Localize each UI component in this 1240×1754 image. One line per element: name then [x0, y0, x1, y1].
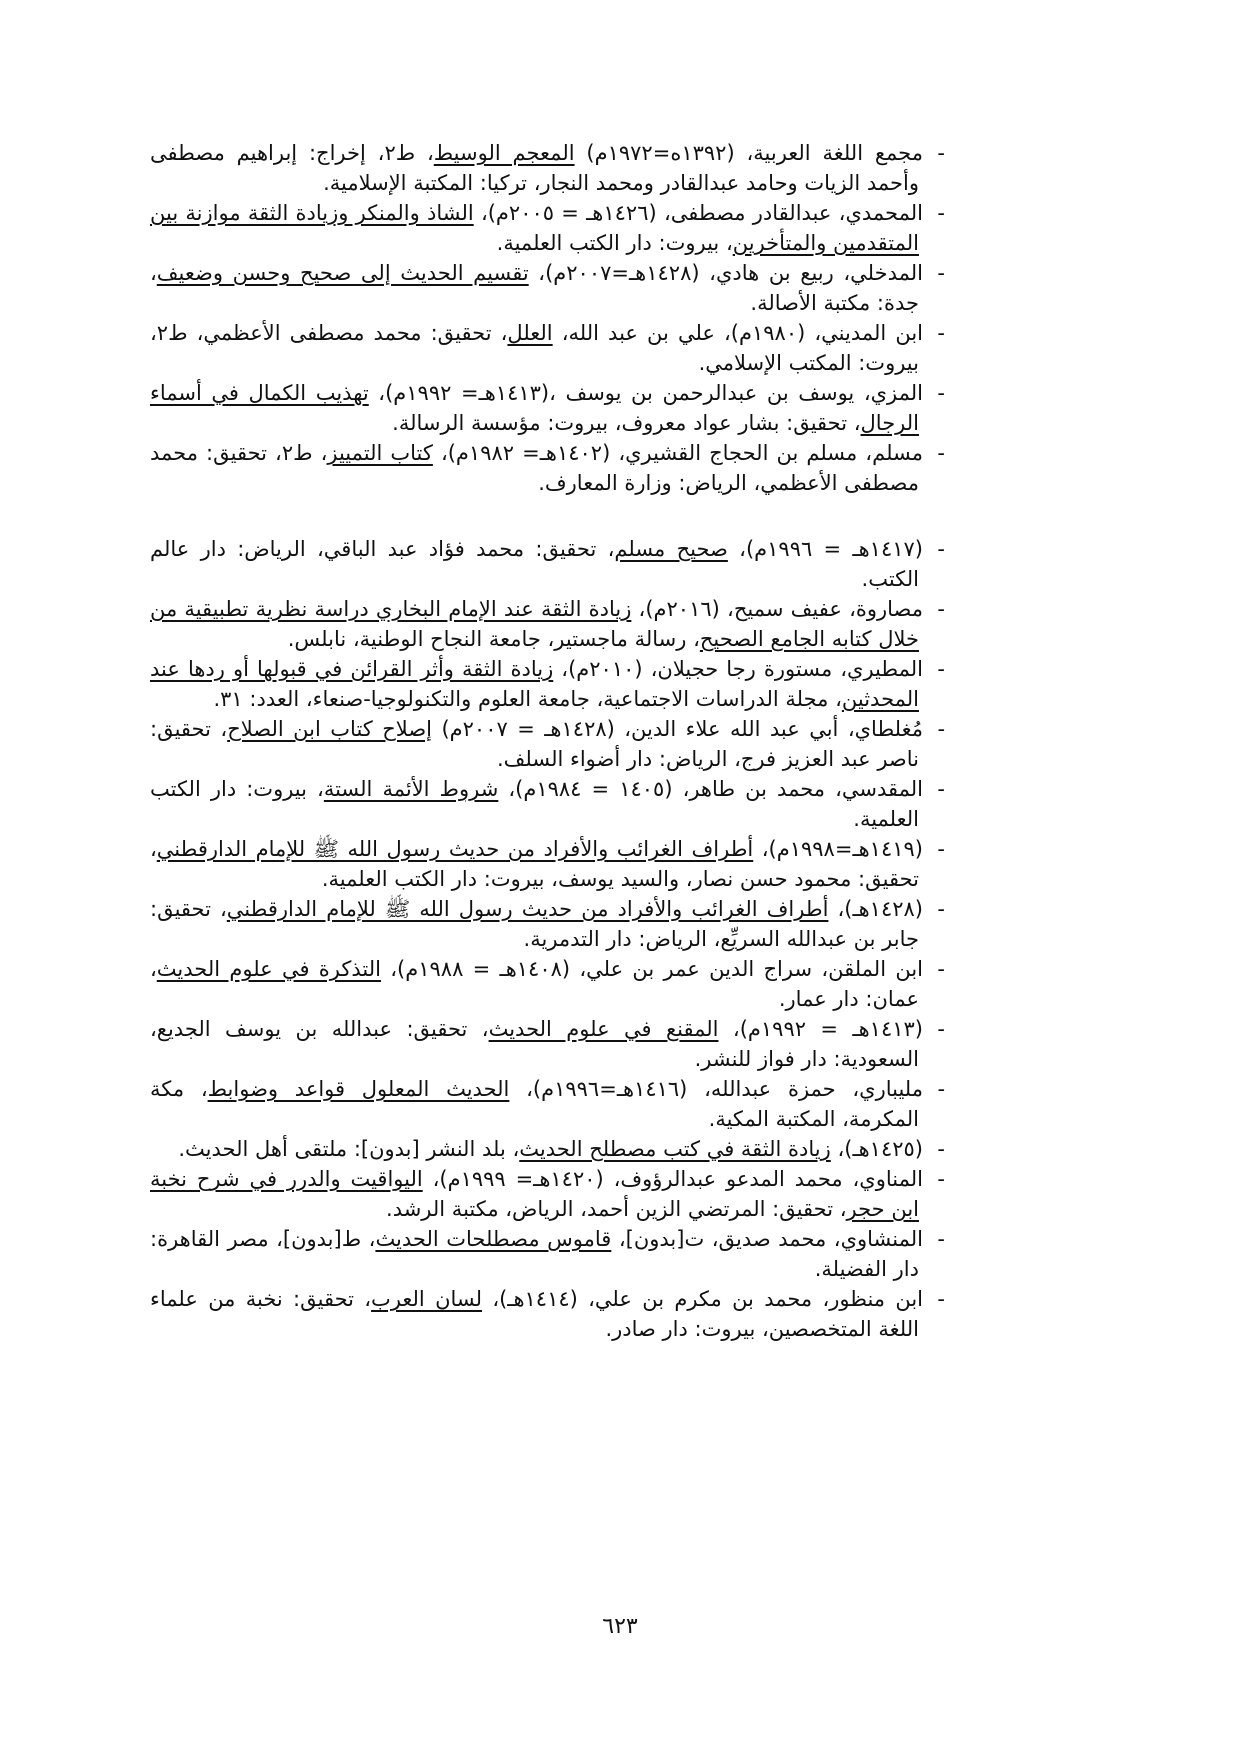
reference-publication-info: ، تحقيق: محمد مصطفى الأعظمي، ط٢، بيروت: المكتب الإسلامي. [150, 321, 919, 375]
reference-publication-info: ، مكة المكرمة، المكتبة المكية. [150, 1077, 919, 1131]
reference-publication-info: ، ط٢، تحقيق: محمد مصطفى الأعظمي، الرياض: وزارة المعارف. [150, 441, 919, 495]
list-bullet: - [937, 321, 945, 345]
reference-entry [150, 198, 945, 258]
reference-entry [150, 954, 945, 1014]
reference-entry [150, 138, 945, 198]
reference-publication-info: ، تحقيق: محمد فؤاد عبد الباقي، الرياض: دار عالم الكتب. [150, 537, 919, 591]
reference-author-date: (١٤١٣هـ = ١٩٩٢م)، [718, 1017, 923, 1041]
reference-author-date: (١٤١٧هـ = ١٩٩٦م)، [727, 537, 923, 561]
list-bullet: - [937, 201, 945, 225]
reference-entry [150, 774, 945, 834]
reference-publication-info: ، ط٢، إخراج: إبراهيم مصطفى وأحمد الزيات وحامد عبدالقادر ومحمد النجار، تركيا: المكتبة الإسلامية. [150, 141, 919, 195]
reference-title: زيادة الثقة عند الإمام البخاري دراسة نظرية تطبيقية من خلال كتابه الجامع الصحيح [150, 597, 919, 651]
reference-entry [150, 1074, 945, 1134]
reference-title: زيادة الثقة وأثر القرائن في قبولها أو ردها عند المحدثين [150, 657, 919, 711]
reference-entry [150, 1164, 945, 1224]
reference-author-date: ابن منظور، محمد بن مكرم بن علي، (١٤١٤هـ)، [482, 1287, 923, 1311]
reference-title: المقنع في علوم الحديث [488, 1017, 719, 1041]
reference-title: الشاذ والمنكر وزيادة الثقة موازنة بين المتقدمين والمتأخرين [150, 201, 919, 255]
reference-title: العلل [507, 321, 553, 345]
reference-entry [150, 1224, 945, 1284]
reference-publication-info: ، تحقيق: نخبة من علماء اللغة المتخصصين، بيروت: دار صادر. [150, 1287, 919, 1341]
reference-publication-info: ، رسالة ماجستير، جامعة النجاح الوطنية، نابلس. [287, 627, 700, 651]
reference-entry [150, 714, 945, 774]
reference-author-date: مُغلطاي، أبي عبد الله علاء الدين، (١٤٢٨هـ = ٢٠٠٧م) [432, 717, 924, 741]
reference-entry [150, 258, 945, 318]
reference-title: صحيح مسلم [614, 537, 728, 561]
reference-author-date: (١٤٢٥هـ)، [830, 1137, 923, 1161]
list-bullet: - [937, 261, 945, 285]
list-bullet: - [937, 657, 945, 681]
list-bullet: - [937, 837, 945, 861]
reference-entry [150, 654, 945, 714]
reference-title: كتاب التمييز [327, 441, 433, 465]
reference-publication-info: ، تحقيق: المرتضي الزين أحمد، الرياض، مكتبة الرشد. [386, 1197, 847, 1221]
reference-title: لسان العرب [371, 1287, 483, 1311]
reference-publication-info: ، تحقيق: بشار عواد معروف، بيروت: مؤسسة الرسالة. [392, 411, 861, 435]
reference-title: تهذيب الكمال في أسماء الرجال [150, 381, 919, 435]
reference-publication-info: ، بلد النشر [بدون]: ملتقى أهل الحديث. [178, 1137, 520, 1161]
reference-author-date: المزي، يوسف بن عبدالرحمن بن يوسف ،(١٤١٣هـ= ١٩٩٢م)، [368, 381, 923, 405]
reference-title: تقسيم الحديث إلى صحيح وحسن وضعيف [156, 261, 529, 285]
reference-author-date: المدخلي، ربيع بن هادي، (١٤٢٨هـ=٢٠٠٧م)، [528, 261, 923, 285]
reference-author-date: المحمدي، عبدالقادر مصطفى، (١٤٢٦هـ = ٢٠٠٥م)، [473, 201, 923, 225]
reference-publication-info: ، عمان: دار عمار. [150, 957, 919, 1011]
reference-entry [150, 1134, 945, 1164]
reference-publication-info: ، تحقيق: جابر بن عبدالله السريِّع، الرياض: دار التدمرية. [150, 897, 919, 951]
reference-entry [150, 378, 945, 438]
reference-entry [150, 594, 945, 654]
reference-author-date: ابن الملقن، سراج الدين عمر بن علي، (١٤٠٨هـ = ١٩٨٨م)، [380, 957, 923, 981]
reference-publication-info: ، تحقيق: عبدالله بن يوسف الجديع، السعودية: دار فواز للنشر. [150, 1017, 919, 1071]
reference-title: قاموس مصطلحات الحديث [375, 1227, 612, 1251]
section-gap [150, 498, 945, 534]
list-bullet: - [937, 1227, 945, 1251]
list-bullet: - [937, 717, 946, 741]
reference-entry [150, 318, 945, 378]
reference-title: أطراف الغرائب والأفراد من حديث رسول الله ﷺ للإمام الدارقطني [156, 837, 754, 861]
reference-title: أطراف الغرائب والأفراد من حديث رسول الله ﷺ للإمام الدارقطني [226, 897, 829, 921]
reference-author-date: المطيري، مستورة رجا حجيلان، (٢٠١٠م)، [553, 657, 923, 681]
reference-title: إصلاح كتاب ابن الصلاح [227, 717, 432, 741]
list-bullet: - [937, 141, 945, 165]
list-bullet: - [937, 897, 945, 921]
reference-title: الحديث المعلول قواعد وضوابط [207, 1077, 510, 1101]
reference-entry [150, 1284, 945, 1344]
reference-author-date: المناوي، محمد المدعو عبدالرؤوف، (١٤٢٠هـ= ١٩٩٩م)، [422, 1167, 923, 1191]
reference-author-date: (١٤٢٨هـ)، [828, 897, 923, 921]
reference-author-date: ابن المديني، (١٩٨٠م)، علي بن عبد الله، [552, 321, 923, 345]
reference-title: شروط الأئمة الستة [323, 777, 499, 801]
reference-entry [150, 534, 945, 594]
reference-title: زيادة الثقة في كتب مصطلح الحديث [519, 1137, 831, 1161]
reference-publication-info: ، تحقيق: محمود حسن نصار، والسيد يوسف، بيروت: دار الكتب العلمية. [150, 837, 919, 891]
list-bullet: - [937, 1167, 945, 1191]
reference-publication-info: ، تحقيق: ناصر عبد العزيز فرج، الرياض: دار أضواء السلف. [150, 717, 919, 771]
bibliography-page [150, 138, 945, 1344]
list-bullet: - [937, 957, 945, 981]
reference-publication-info: ، مجلة الدراسات الاجتماعية، جامعة العلوم والتكنولوجيا-صنعاء، العدد: ٣١. [213, 687, 842, 711]
reference-title: التذكرة في علوم الحديث [156, 957, 381, 981]
reference-publication-info: ، بيروت: دار الكتب العلمية. [496, 231, 733, 255]
reference-entry [150, 894, 945, 954]
reference-author-date: (١٤١٩هـ=١٩٩٨م)، [753, 837, 923, 861]
reference-author-date: المقدسي، محمد بن طاهر، (١٤٠٥ = ١٩٨٤م)، [498, 777, 923, 801]
reference-publication-info: ، بيروت: دار الكتب العلمية. [150, 777, 919, 831]
reference-author-date: مسلم، مسلم بن الحجاج القشيري، (١٤٠٢هـ= ١٩٨٢م)، [432, 441, 923, 465]
reference-entry [150, 1014, 945, 1074]
reference-author-date: مليباري، حمزة عبدالله، (١٤١٦هـ=١٩٩٦م)، [509, 1077, 924, 1101]
reference-publication-info: ، جدة: مكتبة الأصالة. [150, 261, 919, 315]
reference-entry [150, 438, 945, 498]
reference-list-group-1 [150, 138, 945, 498]
list-bullet: - [937, 1287, 945, 1311]
page-number: ٦٢٣ [602, 1614, 638, 1639]
list-bullet: - [937, 537, 945, 561]
list-bullet: - [937, 441, 945, 465]
list-bullet: - [937, 777, 945, 801]
reference-entry [150, 834, 945, 894]
reference-author-date: مصاروة، عفيف سميح، (٢٠١٦م)، [631, 597, 923, 621]
list-bullet: - [937, 1137, 945, 1161]
list-bullet: - [937, 381, 945, 405]
reference-author-date: المنشاوي، محمد صديق، ت[بدون]، [611, 1227, 923, 1251]
reference-title: المعجم الوسيط [433, 141, 575, 165]
list-bullet: - [937, 1017, 945, 1041]
list-bullet: - [937, 1077, 946, 1101]
reference-publication-info: ، ط[بدون]، مصر القاهرة: دار الفضيلة. [150, 1227, 919, 1281]
reference-title: اليواقيت والدرر في شرح نخبة ابن حجر [150, 1167, 919, 1221]
list-bullet: - [937, 597, 945, 621]
reference-author-date: مجمع اللغة العربية، (١٣٩٢ه=١٩٧٢م) [574, 141, 923, 165]
reference-list-group-2 [150, 534, 945, 1344]
